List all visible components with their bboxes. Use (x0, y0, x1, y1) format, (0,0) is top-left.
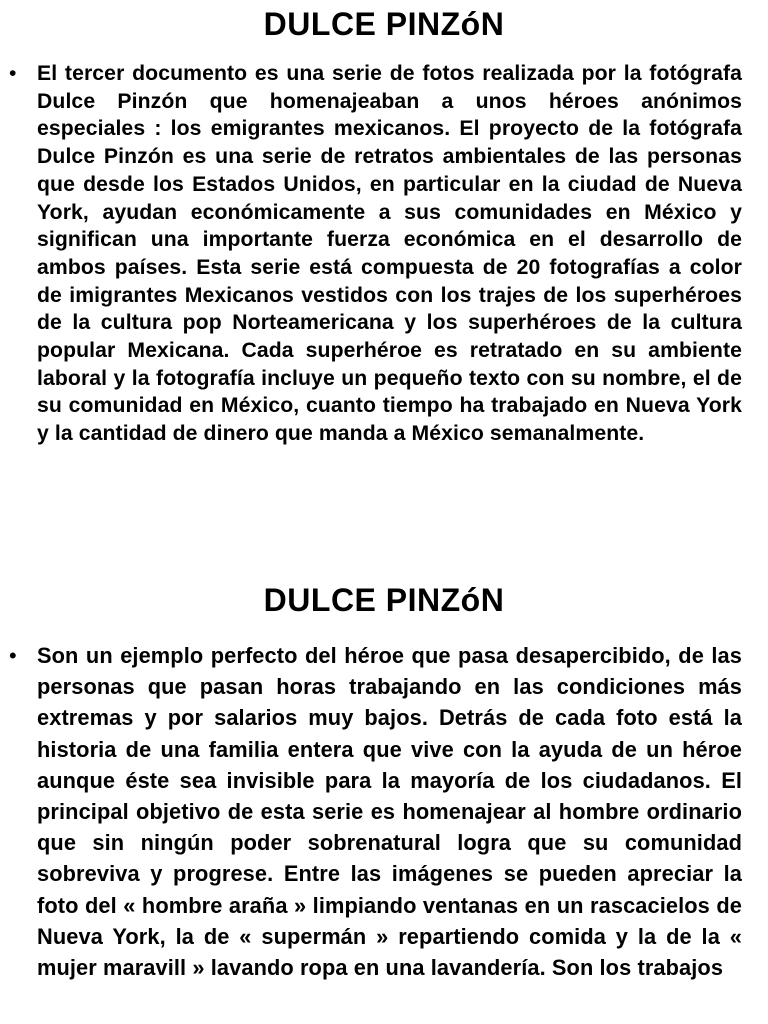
bullet-item (9, 60, 742, 448)
bullet-list (0, 60, 768, 448)
slide-title: DULCE PINZóN (263, 582, 505, 618)
slide-title: DULCE PINZóN (263, 6, 505, 42)
bullet-item (9, 640, 742, 983)
slide-2 (0, 580, 768, 1024)
bullet-dot: • (9, 62, 17, 85)
bullet-text: El tercer documento es una serie de fotos realizada por la fotógrafa Dulce Pinzón que homenajeaban a unos héroes anónimos especiales : los emigrantes mexicanos. El proyecto de la fotógrafa Dulce Pinzón es una serie de retratos ambientales de las personas que desde los Estados Unidos, en particular en la ciudad de Nueva York, ayudan económicamente a sus comunidades en México y significan una importante fuerza económica en el desarrollo de ambos países. Esta serie está compuesta de 20 fotografías a color de imigrantes Mexicanos vestidos con los trajes de los superhéroes de la cultura pop Norteamericana y los superhéroes de la cultura popular Mexicana. Cada superhéroe es retratado en su ambiente laboral y la fotografía incluye un pequeño texto con su nombre, el de su comunidad en México, cuanto tiempo ha trabajado en Nueva York y la cantidad de dinero que manda a México semanalmente. (37, 62, 742, 446)
bullet-text: Son un ejemplo perfecto del héroe que pasa desapercibido, de las personas que pasan horas trabajando en las condiciones más extremas y por salarios muy bajos. Detrás de cada foto está la historia de una familia entera que vive con la ayuda de un héroe aunque éste sea invisible para la mayoría de los ciudadanos. El principal objetivo de esta serie es homenajear al hombre ordinario que sin ningún poder sobrenatural logra que su comunidad sobreviva y progrese. Entre las imágenes se pueden apreciar la foto del « hombre araña » limpiando ventanas en un rascacielos de Nueva York, la de « supermán » repartiendo comida y la de la « mujer maravill » lavando ropa en una lavandería. Son los trabajos (37, 643, 742, 981)
bullet-list (0, 640, 768, 983)
bullet-dot: • (9, 643, 17, 668)
